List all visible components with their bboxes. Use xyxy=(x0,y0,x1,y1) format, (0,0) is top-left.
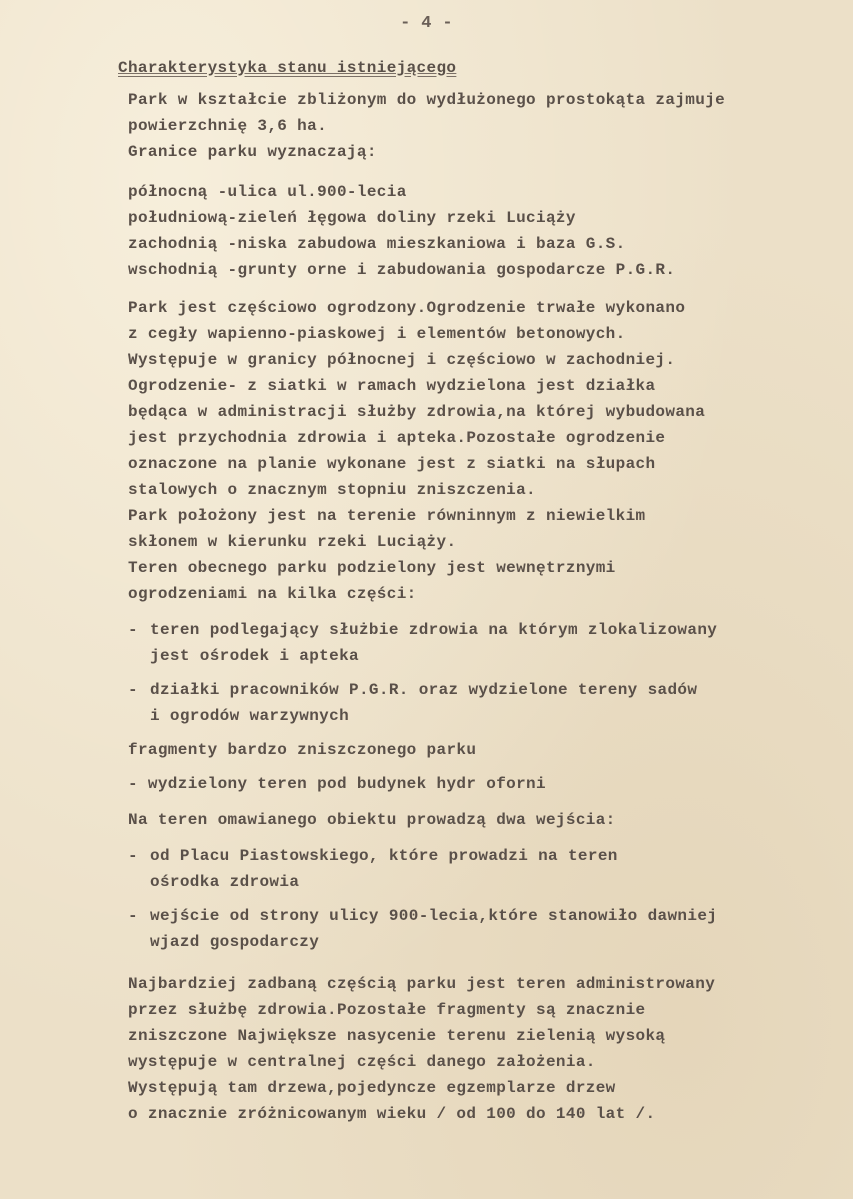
part-item-text: działki pracowników P.G.R. oraz wydzielone tereny sadów xyxy=(150,681,698,699)
entrance-item-text: wejście od strony ulicy 900-lecia,które stanowiło dawniej xyxy=(150,907,718,925)
section-heading: Charakterystyka stanu istniejącego xyxy=(118,59,457,77)
closing-paragraph-line: Występują tam drzewa,pojedyncze egzemplarze drzew xyxy=(128,1079,616,1097)
fence-paragraph-line: z cegły wapienno-piaskowej i elementów betonowych. xyxy=(128,325,626,343)
list-dash: - xyxy=(128,907,138,925)
closing-paragraph-line: występuje w centralnej części danego założenia. xyxy=(128,1053,596,1071)
fence-paragraph-line: Ogrodzenie- z siatki w ramach wydzielona jest działka xyxy=(128,377,656,395)
fence-paragraph-line: ogrodzeniami na kilka części: xyxy=(128,585,417,603)
hydrophore-line: - wydzielony teren pod budynek hydr oforni xyxy=(128,775,546,793)
closing-paragraph-line: zniszczone Największe nasycenie terenu zielenią wysoką xyxy=(128,1027,666,1045)
fence-paragraph-line: Park położony jest na terenie równinnym z niewielkim xyxy=(128,507,646,525)
intro-line: Granice parku wyznaczają: xyxy=(128,143,377,161)
fence-paragraph-line: stalowych o znacznym stopniu zniszczenia. xyxy=(128,481,537,499)
list-dash: - xyxy=(128,847,138,865)
entrance-item-text: od Placu Piastowskiego, które prowadzi na teren xyxy=(150,847,618,865)
fence-paragraph-line: Występuje w granicy północnej i częściowo w zachodniej. xyxy=(128,351,676,369)
fence-paragraph-line: jest przychodnia zdrowia i apteka.Pozostałe ogrodzenie xyxy=(128,429,666,447)
entrance-item xyxy=(128,906,717,926)
fence-paragraph-line: Park jest częściowo ogrodzony.Ogrodzenie trwałe wykonano xyxy=(128,299,686,317)
list-dash: - xyxy=(128,681,138,699)
entrance-item-continuation: wjazd gospodarczy xyxy=(150,933,320,951)
border-line-south: południową-zieleń łęgowa doliny rzeki Luciąży xyxy=(128,209,576,227)
part-item xyxy=(128,680,697,700)
entrance-item-continuation: ośrodka zdrowia xyxy=(150,873,300,891)
part-item-text: teren podlegający służbie zdrowia na którym zlokalizowany xyxy=(150,621,718,639)
fence-paragraph-line: skłonem w kierunku rzeki Luciąży. xyxy=(128,533,457,551)
closing-paragraph-line: Najbardziej zadbaną częścią parku jest teren administrowany xyxy=(128,975,716,993)
list-dash: - xyxy=(128,621,138,639)
closing-paragraph-line: o znacznie zróżnicowanym wieku / od 100 do 140 lat /. xyxy=(128,1105,656,1123)
entrances-intro: Na teren omawianego obiektu prowadzą dwa wejścia: xyxy=(128,811,616,829)
closing-paragraph-line: przez służbę zdrowia.Pozostałe fragmenty są znacznie xyxy=(128,1001,646,1019)
fence-paragraph-line: oznaczone na planie wykonane jest z siatki na słupach xyxy=(128,455,656,473)
intro-line: powierzchnię 3,6 ha. xyxy=(128,117,328,135)
border-line-east: wschodnią -grunty orne i zabudowania gospodarcze P.G.R. xyxy=(128,261,676,279)
part-item-continuation: i ogrodów warzywnych xyxy=(150,707,350,725)
entrance-item xyxy=(128,846,618,866)
border-line-north: północną -ulica ul.900-lecia xyxy=(128,183,407,201)
fragments-line: fragmenty bardzo zniszczonego parku xyxy=(128,741,477,759)
fence-paragraph-line: będąca w administracji służby zdrowia,na której wybudowana xyxy=(128,403,706,421)
fence-paragraph-line: Teren obecnego parku podzielony jest wewnętrznymi xyxy=(128,559,616,577)
intro-line: Park w kształcie zbliżonym do wydłużonego prostokąta zajmuje xyxy=(128,91,726,109)
border-line-west: zachodnią -niska zabudowa mieszkaniowa i baza G.S. xyxy=(128,235,626,253)
page-number: - 4 - xyxy=(400,14,453,33)
part-item xyxy=(128,620,717,640)
part-item-continuation: jest ośrodek i apteka xyxy=(150,647,359,665)
